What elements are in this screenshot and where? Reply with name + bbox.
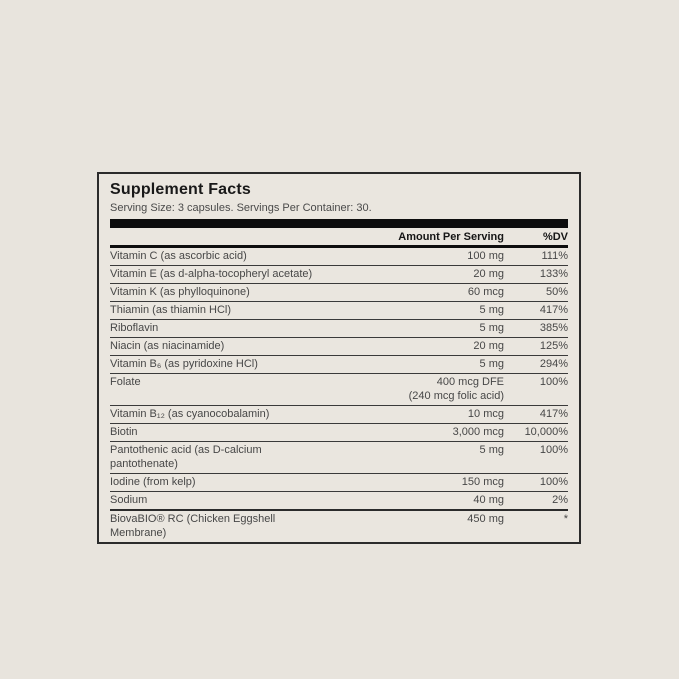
nutrient-amount <box>334 493 504 507</box>
amount-value: 5 mg <box>479 358 504 370</box>
nutrient-amount <box>334 267 504 281</box>
amount-value: 5 mg <box>479 322 504 334</box>
table-row <box>110 374 568 406</box>
nutrient-amount <box>334 443 504 457</box>
nutrient-name: Riboflavin <box>110 322 159 334</box>
amount-value: 20 mg <box>473 268 504 280</box>
nutrient-dv: 125% <box>539 340 568 352</box>
nutrient-name: Vitamin K (as phylloquinone) <box>110 286 250 298</box>
table-row <box>110 406 568 424</box>
table-row <box>110 492 568 511</box>
divider-bar-thick <box>110 219 568 228</box>
nutrient-dv: 100% <box>539 476 568 488</box>
nutrient-dv: 294% <box>539 358 568 370</box>
nutrient-dv: 385% <box>539 322 568 334</box>
nutrient-dv: 100% <box>539 376 568 388</box>
nutrient-dv: 2% <box>552 494 568 506</box>
nutrient-amount <box>334 407 504 421</box>
nutrient-name: BiovaBIO® RC (Chicken Eggshell Membrane) <box>110 513 276 539</box>
table-row <box>110 302 568 320</box>
nutrient-dv: 133% <box>539 268 568 280</box>
amount-value: 100 mg <box>467 250 504 262</box>
nutrient-dv: 10,000% <box>524 426 568 438</box>
nutrient-name: Niacin (as niacinamide) <box>110 340 225 352</box>
amount-value: 5 mg <box>479 444 504 456</box>
nutrient-name: Vitamin B₆ (as pyridoxine HCl) <box>110 358 258 370</box>
amount-value-line2: (240 mcg folic acid) <box>408 390 504 402</box>
nutrient-amount <box>334 512 504 526</box>
table-row <box>110 284 568 302</box>
amount-value: 20 mg <box>473 340 504 352</box>
amount-per-serving-header: Amount Per Serving <box>398 231 504 243</box>
amount-value: 10 mcg <box>467 408 504 420</box>
table-row <box>110 442 568 474</box>
nutrient-dv: * <box>563 513 568 525</box>
facts-table-body <box>110 248 568 542</box>
nutrient-amount <box>334 375 504 403</box>
amount-value: 40 mg <box>473 494 504 506</box>
nutrient-name: Iodine (from kelp) <box>110 476 196 488</box>
table-row <box>110 424 568 442</box>
amount-value: 450 mg <box>467 513 504 525</box>
amount-value: 3,000 mcg <box>452 426 504 438</box>
nutrient-name: Pantothenic acid (as D-calcium pantothenate) <box>110 444 262 470</box>
nutrient-dv: 111% <box>541 250 568 262</box>
serving-info: Serving Size: 3 capsules. Servings Per Container: 30. <box>110 202 372 214</box>
nutrient-amount <box>334 321 504 335</box>
table-row <box>110 474 568 492</box>
table-row <box>110 248 568 266</box>
table-header-row <box>110 228 568 245</box>
percent-dv-header: %DV <box>542 231 568 243</box>
supplement-facts-title: Supplement Facts <box>110 181 252 198</box>
nutrient-dv: 100% <box>539 444 568 456</box>
amount-value: 5 mg <box>479 304 504 316</box>
table-row <box>110 320 568 338</box>
nutrient-name: Thiamin (as thiamin HCl) <box>110 304 232 316</box>
amount-value: 150 mcg <box>461 476 504 488</box>
nutrient-name: Vitamin C (as ascorbic acid) <box>110 250 247 262</box>
nutrient-name: Vitamin E (as d-alpha-tocopheryl acetate) <box>110 268 313 280</box>
supplement-facts-card <box>97 172 581 544</box>
nutrient-name: Vitamin B₁₂ (as cyanocobalamin) <box>110 408 270 420</box>
table-row <box>110 266 568 284</box>
nutrient-name: Biotin <box>110 426 138 438</box>
nutrient-amount <box>334 249 504 263</box>
amount-value: 400 mcg DFE <box>436 376 504 388</box>
table-row <box>110 356 568 374</box>
nutrient-amount <box>334 357 504 371</box>
amount-value: 60 mcg <box>467 286 504 298</box>
nutrient-dv: 50% <box>545 286 568 298</box>
nutrient-amount <box>334 303 504 317</box>
nutrient-amount <box>334 425 504 439</box>
nutrient-amount <box>334 339 504 353</box>
nutrient-dv: 417% <box>539 304 568 316</box>
nutrient-amount <box>334 475 504 489</box>
table-row <box>110 511 568 542</box>
nutrient-name: Sodium <box>110 494 148 506</box>
nutrient-amount <box>334 285 504 299</box>
nutrient-name: Folate <box>110 376 141 388</box>
nutrient-dv: 417% <box>539 408 568 420</box>
table-row <box>110 338 568 356</box>
